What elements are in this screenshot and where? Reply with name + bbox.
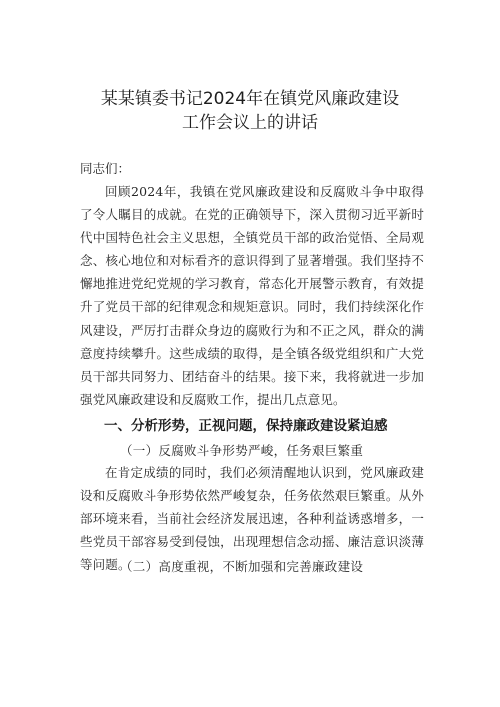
body-paragraph-1: 回顾2024年，我镇在党风廉政建设和反腐败斗争中取得了令人瞩目的成就。在党的正确领导下，深入贯彻习近平新时代中国特色社会主义思想，全镇党员干部的政治觉悟、全局观念、核心地位和对标看齐的意识得到了显著增强。我们坚持不懈地推进党纪党规的学习教育，常态化开展警示教育，有效提升了党员干部的纪律观念和规矩意识。同时，我们持续深化作风建设，严厉打击群众身边的腐败行为和不正之风，群众的满意度持续攀升。这些成绩的取得，是全镇各级党组织和广大党员干部共同努力、团结奋斗的结果。接下来，我将就进一步加强党风廉政建设和反腐败工作，提出几点意见。 [80,184,424,407]
body-paragraph-2: 在肯定成绩的同时，我们必须清醒地认识到，党风廉政建设和反腐败斗争形势依然严峻复杂，任务依然艰巨繁重。从外部环境来看，当前社会经济发展迅速，各种利益诱惑增多，一些党员干部容易受到侵蚀，出现理想信念动摇、廉洁意识淡薄等问题。 [80,465,424,573]
subsection-heading-1: （一）反腐败斗争形势严峻，任务艰巨繁重 [120,443,364,458]
subsection-heading-2: （二）高度重视，不断加强和完善廉政建设 [120,559,364,574]
section-heading-1: 一、分析形势，正视问题，保持廉政建设紧迫感 [104,418,388,434]
salutation: 同志们： [80,161,131,176]
document-title-line2: 工作会议上的讲话 [182,113,318,133]
document-title-line1: 某某镇委书记2024年在镇党风廉政建设 [100,89,400,109]
